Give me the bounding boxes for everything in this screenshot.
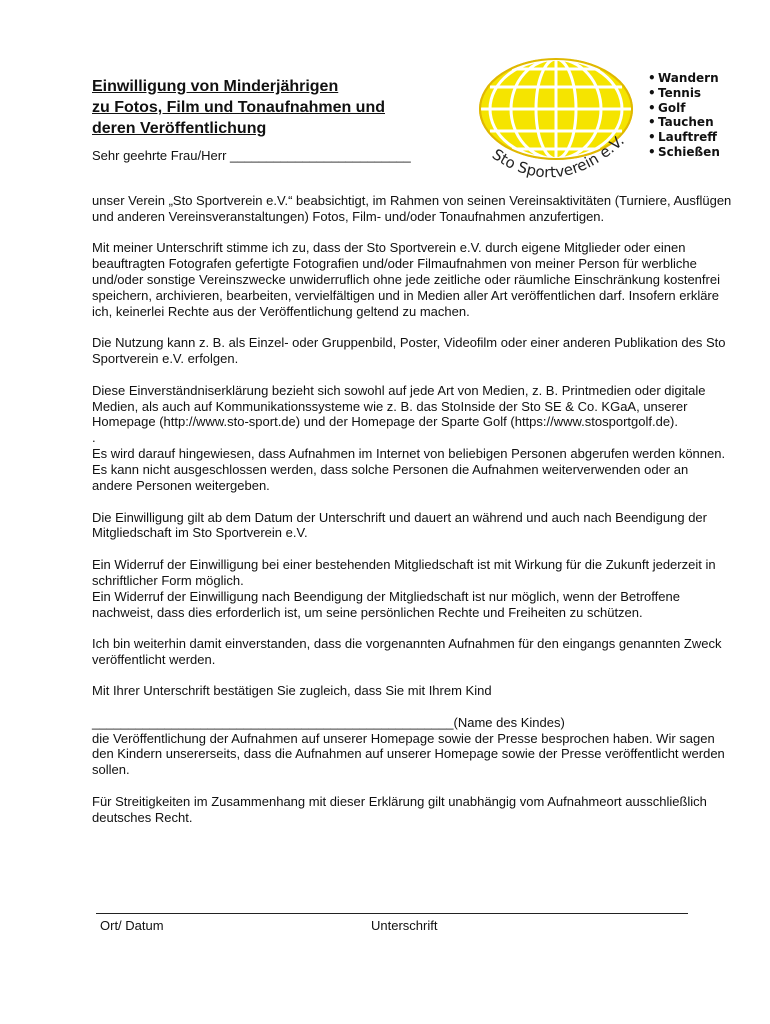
title-line-3: deren Veröffentlichung (92, 120, 267, 137)
paragraph-internet-notice: Es wird darauf hingewiesen, dass Aufnahmen im Internet von beliebigen Personen abgerufen werden können. Es kann nicht ausgeschlossen werden, dass solche Personen die Aufnahmen weiterverwenden oder an andere Personen weitergeben. (92, 446, 726, 494)
sports-list-item: • Lauftreff (648, 130, 718, 145)
signature-label: Unterschrift (371, 918, 438, 933)
place-date-label: Ort/ Datum (100, 918, 164, 933)
sports-list-item: • Tennis (648, 85, 702, 100)
sports-list-item: • Golf (648, 100, 686, 115)
title-line-2: zu Fotos, Film und Tonaufnahmen und (92, 99, 385, 116)
paragraph-revocation-after: Ein Widerruf der Einwilligung nach Beendigung der Mitgliedschaft ist nur möglich, wenn der Betroffene nachweist, dass dies erforderlich ist, um seine persönlichen Rechte und Freiheiten zu schützen. (92, 588, 680, 620)
consent-body (92, 193, 732, 841)
paragraph-validity: Die Einwilligung gilt ab dem Datum der Unterschrift und dauert an während und auch nach Beendigung der Mitgliedschaft im Sto Sportverein e.V. (92, 509, 707, 541)
paragraph-consent: Mit meiner Unterschrift stimme ich zu, dass der Sto Sportverein e.V. durch eigene Mitglieder oder einen beauftragten Fotografen gefertigte Fotografien und/oder Filmaufnahmen von meiner Person für werbliche und/oder sonstige Vereinszwecke unwiderruflich ohne jede zeitliche oder räumliche Einschränkung kostenfrei speichern, archivieren, bearbeiten, vervielfältigen und in Medien aller Art veröffentlichen darf. Insofern erkläre ich, keinerlei Rechte aus der Veröffentlichung geltend zu machen. (92, 240, 720, 319)
paragraph-usage: Die Nutzung kann z. B. als Einzel- oder Gruppenbild, Poster, Videofilm oder einer anderen Publikation des Sto Sportverein e.V. erfolgen. (92, 335, 726, 367)
salutation: Sehr geehrte Frau/Herr _________________________ (92, 148, 411, 163)
club-logo-globe-icon (476, 57, 636, 197)
title-line-1: Einwilligung von Minderjährigen (92, 78, 339, 95)
paragraph-dot: . (92, 430, 96, 446)
paragraph-intro: unser Verein „Sto Sportverein e.V.“ beabsichtigt, im Rahmen von seinen Vereinsaktivitäten (Turniere, Ausflügen und anderen Vereinsveranstaltungen) Fotos, Film- und/oder Tonaufnahmen anzufertigen. (92, 193, 732, 224)
sports-list-item: • Tauchen (648, 115, 714, 130)
child-name-field[interactable]: __________________________________________________(Name des Kindes) (92, 714, 565, 730)
sports-list-item: • Wandern (648, 71, 719, 85)
paragraph-jurisdiction: Für Streitigkeiten im Zusammenhang mit dieser Erklärung gilt unabhängig vom Aufnahmeort ausschließlich deutsches Recht. (92, 793, 707, 825)
paragraph-child-intro: Mit Ihrer Unterschrift bestätigen Sie zugleich, dass Sie mit Ihrem Kind (92, 683, 492, 699)
paragraph-agreement: Ich bin weiterhin damit einverstanden, dass die vorgenannten Aufnahmen für den eingangs genannten Zweck veröffentlicht werden. (92, 635, 722, 667)
sports-list-item: • Schießen (648, 144, 720, 159)
paragraph-child-discussion: die Veröffentlichung der Aufnahmen auf unserer Homepage sowie der Presse besprochen haben. Wir sagen den Kindern unsererseits, dass die Aufnahmen auf unserer Homepage sowie der Presse veröffentlicht werden sollen. (92, 730, 725, 778)
paragraph-media: Diese Einverständniserklärung bezieht sich sowohl auf jede Art von Medien, z. B. Printmedien oder digitale Medien, als auch auf Kommunikationssysteme wie z. B. das StoInside der Sto SE & Co. KGaA, unserer Homepage (http://www.sto-sport.de) und der Homepage der Sparte Golf (https://www.stosportgolf.de). (92, 382, 706, 430)
signature-line[interactable] (96, 913, 688, 914)
document-title (92, 76, 452, 139)
paragraph-revocation: Ein Widerruf der Einwilligung bei einer bestehenden Mitgliedschaft ist mit Wirkung für die Zukunft jederzeit in schriftlicher Form möglich. (92, 556, 716, 588)
logo-text: Sto Sportverein e.V. (488, 131, 628, 182)
sports-list (648, 71, 720, 160)
